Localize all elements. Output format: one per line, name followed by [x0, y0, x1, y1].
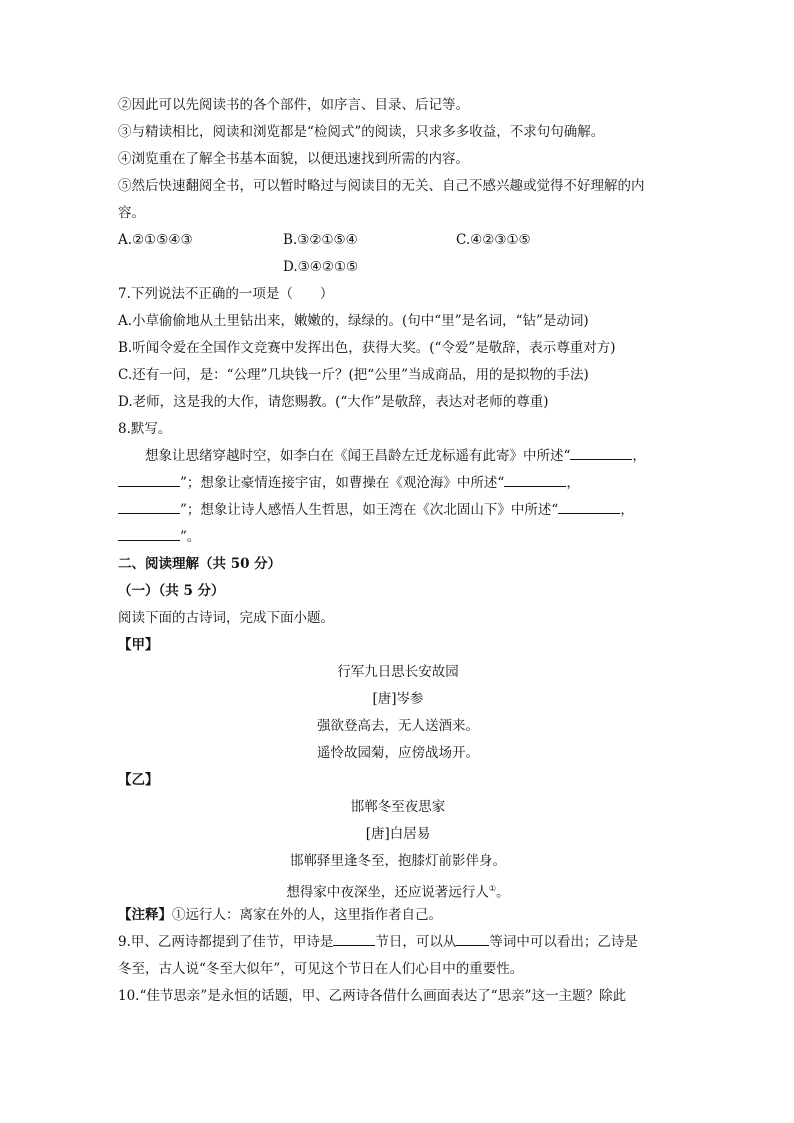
q7-option-c: C.还有一问，是：“公理”几块钱一斤？(把“公里”当成商品，用的是拟物的手法) — [118, 367, 589, 383]
sentence-2: ②因此可以先阅读书的各个部件，如序言、目录、后记等。 — [118, 97, 469, 113]
q9-text-b: 节日，可以从 — [375, 934, 457, 950]
q8-line-4 — [118, 524, 678, 551]
q8-line-1 — [118, 443, 678, 470]
answer-blank[interactable] — [118, 472, 180, 487]
answer-blank[interactable] — [558, 499, 620, 514]
q9-line-1 — [118, 929, 678, 956]
annotation-text: ①远行人：离家在外的人，这里指作者自己。 — [172, 907, 442, 923]
sentence-4: ④浏览重在了解全书基本面貌，以便迅速找到所需的内容。 — [118, 151, 469, 167]
poem-a-line-2: 遥怜故园菊，应傍战场开。 — [317, 745, 479, 761]
q7-option-d: D.老师，这是我的大作，请您赐教。(“大作”是敬辞，表达对老师的尊重) — [118, 394, 549, 410]
annotation — [118, 902, 678, 929]
q6-option-a: A.②①⑤④③ — [118, 232, 193, 248]
poem-a-tag: 【甲】 — [118, 637, 159, 653]
poem-b-line-2-text: 想得家中夜深坐，还应说著远行人 — [286, 884, 489, 901]
q8-text-1-end: ， — [632, 448, 646, 464]
q8-line-3 — [118, 497, 678, 524]
section-2-subtitle: （一）（共 5 分） — [118, 583, 225, 599]
q9-text-c: 等词中可以看出；乙诗是 — [489, 934, 638, 950]
section-2-intro: 阅读下面的古诗词，完成下面小题。 — [118, 610, 334, 626]
q9-line-2: 冬至，古人说“冬至大似年”，可见这个节日在人们心目中的重要性。 — [118, 961, 524, 977]
answer-blank[interactable] — [118, 526, 180, 541]
answer-blank[interactable] — [118, 499, 180, 514]
poem-b-author: [唐]白居易 — [365, 826, 431, 842]
q7-option-b: B.听闻令爱在全国作文竞赛中发挥出色，获得大奖。(“令爱”是敬辞，表示尊重对方) — [118, 340, 616, 356]
answer-blank[interactable] — [456, 931, 489, 946]
q7-stem: 7.下列说法不正确的一项是（ ） — [118, 286, 334, 302]
poem-b-title: 邯郸冬至夜思家 — [350, 799, 446, 815]
poem-a-line-1: 强欲登高去，无人送酒来。 — [317, 718, 479, 734]
q7-option-a: A.小草偷偷地从土里钻出来，嫩嫩的，绿绿的。(句中“里”是名词，“钻”是动词) — [118, 313, 589, 329]
q6-option-d: D.③④②①⑤ — [283, 259, 359, 275]
answer-blank[interactable] — [570, 445, 632, 460]
poem-b-tag: 【乙】 — [118, 772, 159, 788]
q8-text-4-end: ”。 — [180, 529, 201, 545]
q8-line-2 — [118, 470, 678, 497]
q8-stem: 8.默写。 — [118, 421, 172, 437]
answer-blank[interactable] — [333, 931, 375, 946]
section-2-title: 二、阅读理解（共 50 分） — [118, 556, 282, 572]
poem-b-line-2-period: 。 — [496, 884, 510, 901]
q6-options-row — [118, 227, 678, 254]
q6-option-b: B.③②①⑤④ — [283, 232, 358, 248]
q8-text-3-end: ， — [620, 502, 634, 518]
sentence-3: ③与精读相比，阅读和浏览都是“检阅式”的阅读，只求多多收益，不求句句确解。 — [118, 124, 605, 140]
answer-blank[interactable] — [504, 472, 566, 487]
document-page — [118, 92, 678, 1010]
sentence-5-line1: ⑤然后快速翻阅全书，可以暂时略过与阅读目的无关、自己不感兴趣或觉得不好理解的内 — [118, 178, 645, 194]
poem-b-line-1: 邯郸驿里逢冬至，抱膝灯前影伴身。 — [290, 853, 506, 869]
q8-text-2-end: ， — [566, 475, 580, 491]
q8-text-1: 想象让思绪穿越时空，如李白在《闻王昌龄左迁龙标遥有此寄》中所述“ — [145, 448, 571, 464]
annotation-label: 【注释】 — [118, 907, 172, 923]
poem-a-author: [唐]岑参 — [372, 691, 424, 707]
poem-a-title: 行军九日思长安故园 — [337, 664, 459, 680]
poem-b-line-2 — [118, 875, 678, 902]
footnote-marker: ① — [488, 884, 497, 893]
q8-text-2: ”；想象让豪情连接宇宙，如曹操在《观沧海》中所述“ — [180, 475, 505, 491]
q8-text-3: ”；想象让诗人感悟人生哲思，如王湾在《次北固山下》中所述“ — [180, 502, 559, 518]
q10-stem: 10.“佳节思亲”是永恒的话题，甲、乙两诗各借什么画面表达了“思亲”这一主题？除此 — [118, 988, 627, 1004]
sentence-5-line2: 容。 — [118, 205, 145, 221]
q6-option-c: C.④②③①⑤ — [456, 232, 531, 248]
q9-text-a: 9.甲、乙两诗都提到了佳节，甲诗是 — [118, 934, 334, 950]
